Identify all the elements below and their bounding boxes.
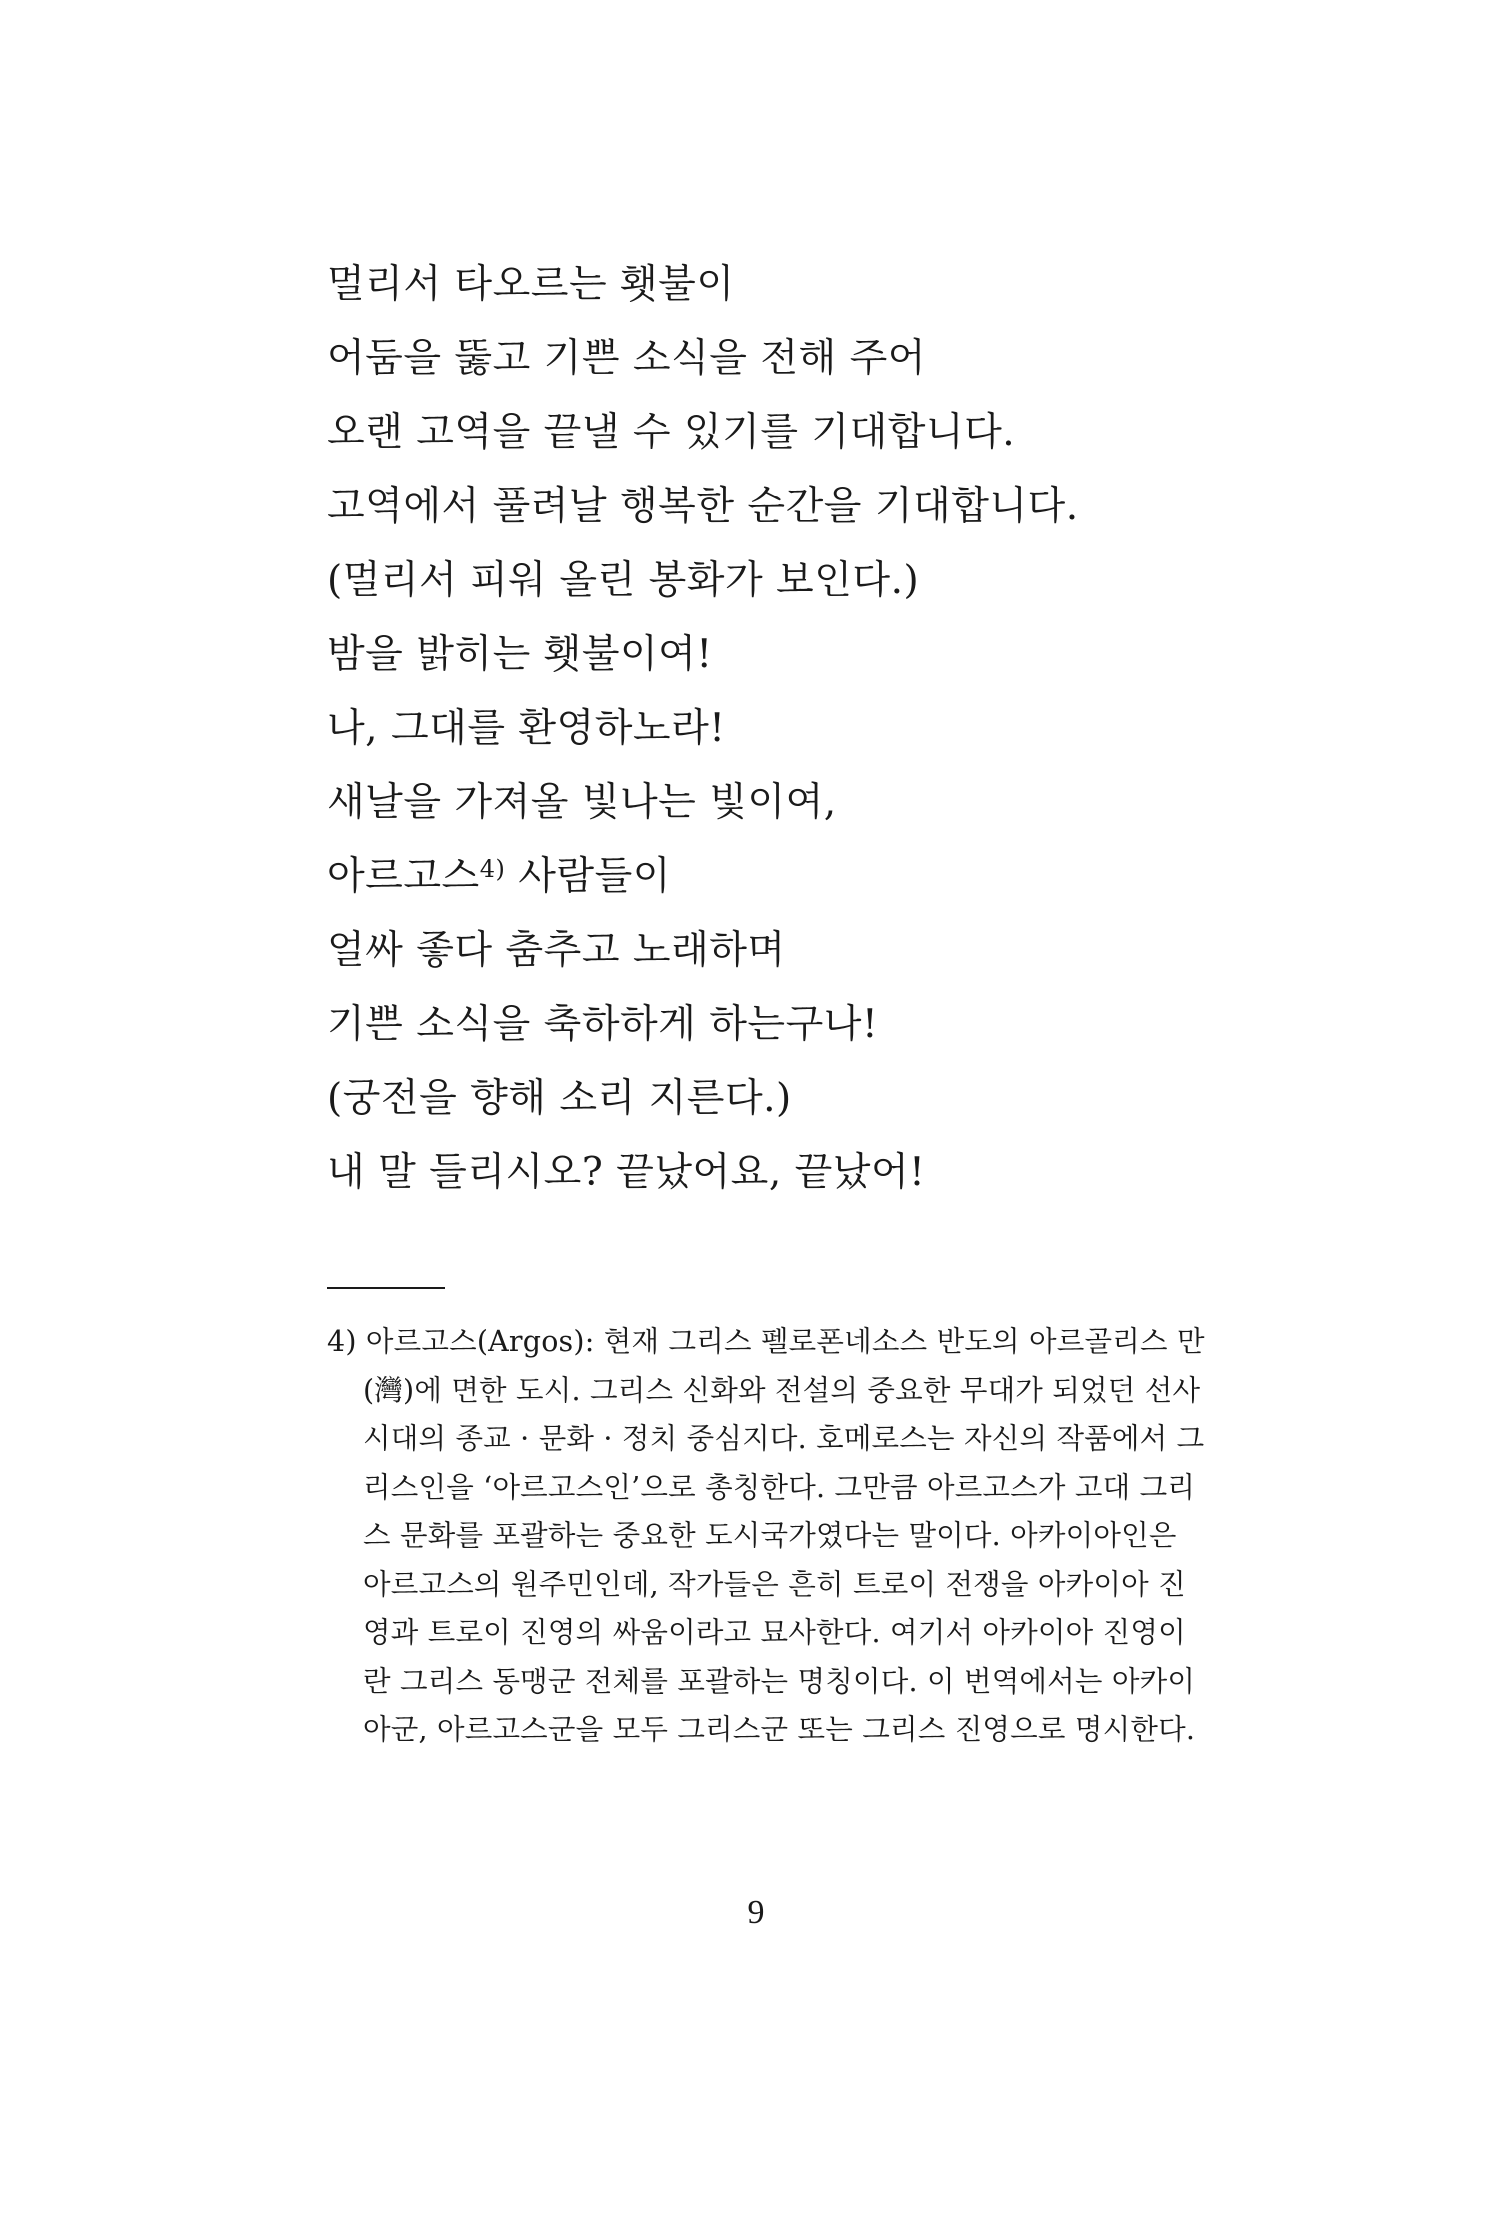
footnote-line: 란 그리스 동맹군 전체를 포괄하는 명칭이다. 이 번역에서는 아카이 <box>363 1664 1196 1698</box>
verse-line: 새날을 가져올 빛나는 빛이여, <box>327 780 837 825</box>
footnote-line: 리스인을 ‘아르고스인’으로 총칭한다. 그만큼 아르고스가 고대 그리 <box>363 1470 1196 1504</box>
footnote-divider <box>327 1287 445 1289</box>
footnote-line: 스 문화를 포괄하는 중요한 도시국가였다는 말이다. 아카이아인은 <box>363 1519 1177 1552</box>
page-number: 9 <box>747 1894 765 1931</box>
verse-line: 고역에서 풀려날 행복한 순간을 기대합니다. <box>327 484 1079 529</box>
verse-line: 내 말 들리시오? 끝났어요, 끝났어! <box>327 1150 926 1195</box>
footnote-line: (灣)에 면한 도시. 그리스 신화와 전설의 중요한 무대가 되었던 선사 <box>363 1373 1201 1407</box>
verse-line: 나, 그대를 환영하노라! <box>327 706 726 751</box>
footnote-line: 아군, 아르고스군을 모두 그리스군 또는 그리스 진영으로 명시한다. <box>363 1713 1196 1746</box>
verse-line-rest: 사람들이 <box>505 854 671 899</box>
verse-line-with-footnote <box>327 840 1327 914</box>
footnote <box>327 1318 1267 1755</box>
verse-line: 얼싸 좋다 춤추고 노래하며 <box>327 928 786 973</box>
verse-block <box>327 248 1327 1210</box>
verse-line: 멀리서 타오르는 횃불이 <box>327 262 735 307</box>
verse-word-argos: 아르고스 <box>327 854 480 899</box>
footnote-line: 시대의 종교 · 문화 · 정치 중심지다. 호메로스는 자신의 작품에서 그 <box>363 1422 1205 1455</box>
stage-direction: (궁전을 향해 소리 지른다.) <box>327 1076 792 1121</box>
verse-line: 기쁜 소식을 축하하게 하는구나! <box>327 1002 879 1047</box>
verse-line: 어둠을 뚫고 기쁜 소식을 전해 주어 <box>327 336 926 381</box>
verse-line: 오랜 고역을 끝낼 수 있기를 기대합니다. <box>327 410 1016 455</box>
footnote-marker: 4) <box>479 855 506 883</box>
footnote-line: 영과 트로이 진영의 싸움이라고 묘사한다. 여기서 아카이아 진영이 <box>363 1616 1186 1649</box>
stage-direction: (멀리서 피워 올린 봉화가 보인다.) <box>327 558 920 603</box>
footnote-line: 아르고스의 원주민인데, 작가들은 흔히 트로이 전쟁을 아카이아 진 <box>363 1567 1186 1601</box>
footnote-line: 4) 아르고스(Argos): 현재 그리스 펠로폰네소스 반도의 아르골리스 만 <box>327 1325 1205 1358</box>
verse-line: 밤을 밝히는 횃불이여! <box>327 632 713 677</box>
